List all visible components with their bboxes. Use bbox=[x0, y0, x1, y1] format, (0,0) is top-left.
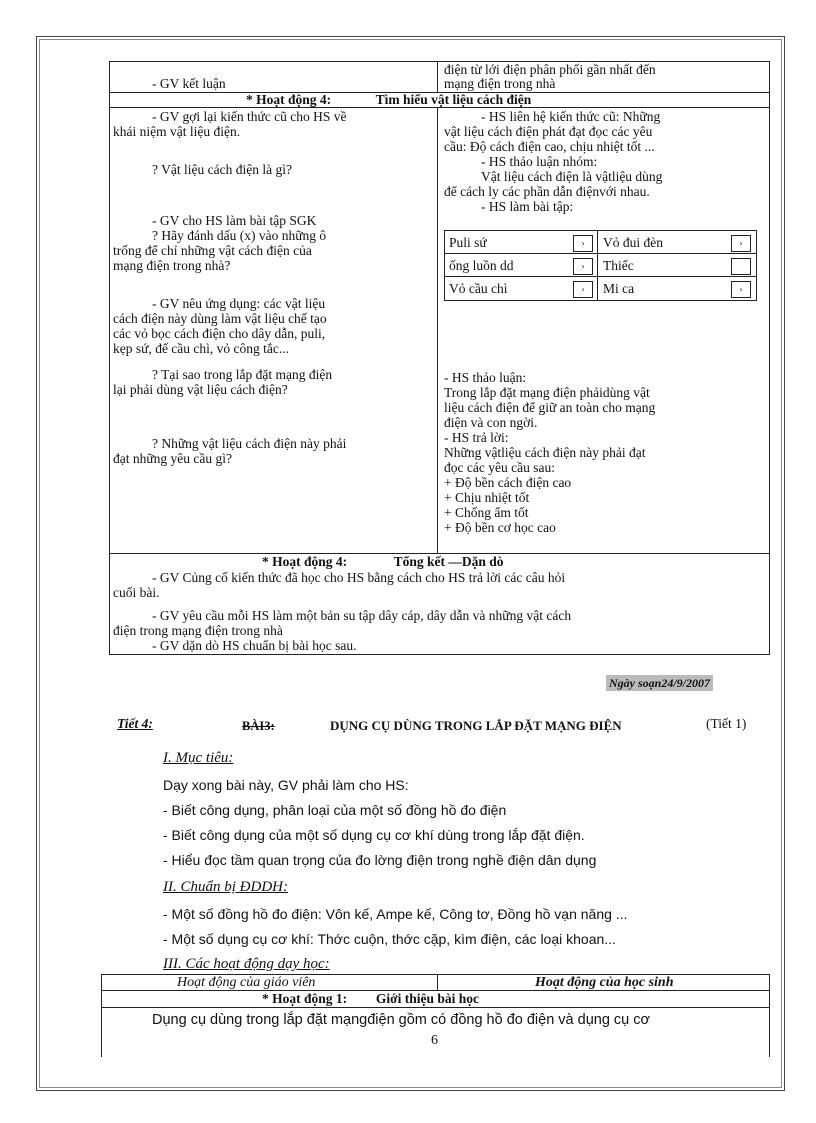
act4-left-line: cách điện này dùng làm vật liệu chế tạo bbox=[113, 311, 327, 326]
act4-left-line: ? Hãy đánh dấu (x) vào những ô bbox=[152, 228, 327, 243]
exercise-grid bbox=[444, 230, 757, 301]
act4-left-line: ? Vật liệu cách điện là gì? bbox=[152, 162, 292, 177]
lesson-period: Tiết 4: bbox=[117, 716, 153, 731]
act4-right-line: đọc các yêu cầu sau: bbox=[444, 460, 555, 475]
page-number: 6 bbox=[431, 1033, 438, 1048]
top-row-right-2: mạng điện trong nhà bbox=[444, 76, 556, 91]
act4-right-line: - HS liên hệ kiến thức cũ: Những bbox=[481, 109, 661, 124]
exercise-checkbox[interactable]: › bbox=[573, 257, 593, 275]
act4-left-line: mạng điện trong nhà? bbox=[113, 258, 231, 273]
act4-left-line: trống để chỉ những vật cách điện của bbox=[113, 243, 312, 258]
exercise-item: Puli sứ bbox=[449, 235, 487, 250]
act1-heading bbox=[262, 992, 479, 1006]
act4-left-line: các vỏ bọc cách điện cho dây dẫn, puli, bbox=[113, 326, 326, 341]
section-1-line: - Hiểu đọc tầm quan trọng của đo lờng điện trong nghề điện dân dụng bbox=[163, 852, 597, 868]
col-student-header: Hoạt động của học sinh bbox=[535, 975, 674, 990]
act4-right-line: liệu cách điện để giữ an toàn cho mạng bbox=[444, 400, 656, 415]
act4-right-line: để cách ly các phần dẫn điệnvới nhau. bbox=[444, 184, 650, 199]
exercise-checkbox[interactable]: › bbox=[731, 234, 751, 252]
act4-left-line: ? Tại sao trong lắp đặt mạng điện bbox=[152, 367, 333, 382]
summary-heading bbox=[262, 555, 504, 569]
act4-left-line: đạt những yêu cầu gì? bbox=[113, 451, 233, 466]
summary-line: - GV dặn dò HS chuẩn bị bài học sau. bbox=[152, 638, 357, 653]
act4-right-line: + Độ bền cơ học cao bbox=[444, 520, 556, 535]
top-row-left: - GV kết luận bbox=[152, 76, 226, 91]
act4-right-line: - HS thảo luận: bbox=[444, 370, 527, 385]
act4-right-line: + Chịu nhiệt tốt bbox=[444, 490, 530, 505]
act4-left-line: khái niệm vật liệu điện. bbox=[113, 124, 241, 139]
act4-right-line: - HS làm bài tập: bbox=[481, 199, 574, 214]
exercise-checkbox[interactable]: › bbox=[573, 280, 593, 298]
act4-right-line: Vật liệu cách điện là vậtliệu dùng bbox=[481, 169, 663, 184]
lesson-sub: (Tiết 1) bbox=[706, 716, 747, 731]
section-3-heading: III. Các hoạt động dạy học: bbox=[163, 956, 330, 972]
summary-line: điện trong mạng điện trong nhà bbox=[113, 623, 283, 638]
act4-left-line: ? Những vật liệu cách điện này phải bbox=[152, 436, 347, 451]
exercise-checkbox[interactable] bbox=[731, 257, 751, 275]
act4-right-line: - HS trả lời: bbox=[444, 430, 509, 445]
exercise-item: Thiếc bbox=[603, 258, 634, 273]
lesson-title: DỤNG CỤ DÙNG TRONG LẮP ĐẶT MẠNG ĐIỆN bbox=[330, 718, 622, 733]
section-1-line: Dạy xong bài này, GV phải làm cho HS: bbox=[163, 777, 409, 793]
act4-title: Tìm hiểu vật liệu cách điện bbox=[375, 92, 532, 107]
act4-left-line: kẹp sứ, đế cầu chì, vỏ công tắc... bbox=[113, 341, 290, 356]
act4-right-line: cầu: Độ cách điện cao, chịu nhiệt tốt ... bbox=[444, 139, 655, 154]
act4-right-line: điện và con ngời. bbox=[444, 415, 538, 430]
act4-left-line: - GV nêu ứng dụng: các vật liệu bbox=[152, 296, 326, 311]
act4-right-line: Trong lắp đặt mạng điện phảidùng vật bbox=[444, 385, 650, 400]
exercise-checkbox[interactable]: › bbox=[731, 280, 751, 298]
section-2-heading: II. Chuẩn bị ĐDDH: bbox=[163, 879, 288, 895]
summary-line: cuối bài. bbox=[113, 585, 160, 600]
act1-line: Dụng cụ dùng trong lắp đặt mạngđiện gồm có đồng hồ đo điện và dụng cụ cơ bbox=[152, 1012, 651, 1028]
exercise-item: Vỏ đui đèn bbox=[603, 235, 663, 250]
exercise-item: ống luồn dd bbox=[449, 258, 514, 273]
section-2-line: - Một số dụng cụ cơ khí: Thớc cuộn, thớc cặp, kìm điện, các loại khoan... bbox=[163, 931, 616, 947]
exercise-checkbox[interactable]: › bbox=[573, 234, 593, 252]
act4-right-line: + Độ bền cách điện cao bbox=[444, 475, 572, 490]
summary-line: - GV yêu cầu mỗi HS làm một bản su tập dây cáp, dây dẫn và những vật cách bbox=[152, 608, 572, 623]
date-stamp: Ngày soạn24/9/2007 bbox=[606, 675, 713, 691]
act4-left-line: lại phải dùng vật liệu cách điện? bbox=[113, 382, 288, 397]
section-2-line: - Một số đồng hồ đo điện: Vôn kế, Ampe kế, Công tơ, Đồng hồ vạn năng ... bbox=[163, 906, 628, 922]
act4-right-line: Những vậtliệu cách điện này phải đạt bbox=[444, 445, 646, 460]
exercise-item: Mi ca bbox=[603, 281, 635, 296]
act4-right-line: vật liệu cách điện phát đạt đọc các yêu bbox=[444, 124, 653, 139]
act4-right-line: - HS thảo luận nhóm: bbox=[481, 154, 598, 169]
summary-line: - GV Củng cố kiến thức đã học cho HS bằng cách cho HS trả lời các câu hỏi bbox=[152, 570, 566, 585]
summary-title: Tổng kết —Dặn dò bbox=[393, 554, 504, 569]
act1-title: Giới thiệu bài học bbox=[375, 991, 480, 1006]
section-1-heading: I. Mục tiêu: bbox=[163, 750, 234, 766]
section-1-line: - Biết công dụng, phân loại của một số đồng hồ đo điện bbox=[163, 802, 507, 818]
act4-left-line: - GV cho HS làm bài tập SGK bbox=[152, 213, 317, 228]
act4-heading bbox=[246, 93, 531, 107]
act4-right-line: + Chống ẩm tốt bbox=[444, 505, 529, 520]
top-row-right-1: điện từ lới điện phân phối gần nhất đến bbox=[444, 62, 656, 77]
exercise-item: Vỏ cầu chì bbox=[449, 281, 508, 296]
section-1-line: - Biết công dụng của một số dụng cụ cơ khí dùng trong lắp đặt điện. bbox=[163, 827, 585, 843]
act4-label: * Hoạt động 4: bbox=[246, 92, 332, 107]
lesson-bai: BÀI3: bbox=[242, 719, 275, 733]
summary-label: * Hoạt động 4: bbox=[262, 554, 348, 569]
act4-left-line: - GV gợi lại kiến thức cũ cho HS về bbox=[152, 109, 347, 124]
act1-label: * Hoạt động 1: bbox=[262, 991, 348, 1006]
col-teacher-header: Hoạt động của giáo viên bbox=[177, 975, 316, 990]
